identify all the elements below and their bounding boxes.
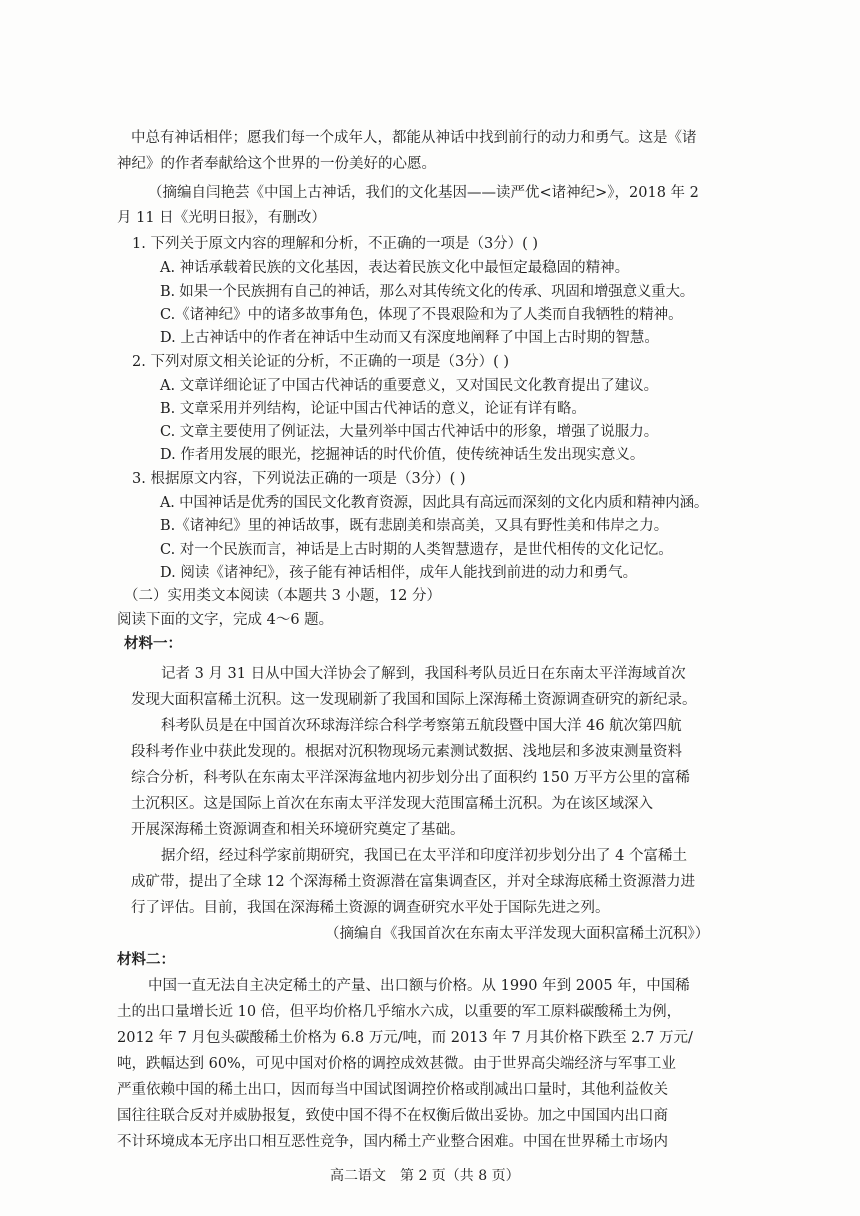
material-2-line: 不计环境成本无序出口相互恶性竞争，国内稀土产业整合困难。中国在世界稀土市场内 [117, 1134, 668, 1150]
question-1-option-b: B. 如果一个民族拥有自己的神话，那么对其传统文化的传承、巩固和增强意义重大。 [160, 284, 695, 300]
intro-line-2: 神纪》的作者奉献给这个世界的一份美好的心愿。 [117, 156, 436, 172]
question-2-option-c: C. 文章主要使用了例证法，大量列举中国古代神话中的形象，增强了说服力。 [160, 424, 659, 440]
material-2-line: 2012 年 7 月包头碳酸稀土价格为 6.8 万元/吨，而 2013 年 7 月其价格下跌至 2.7 万元/ [117, 1030, 693, 1046]
question-3-stem: 3. 根据原文内容，下列说法正确的一项是（3分）( ) [132, 471, 466, 487]
section-2-heading: （二）实用类文本阅读（本题共 3 小题，12 分） [124, 588, 442, 604]
question-3-option-d: D. 阅读《诸神纪》，孩子能有神话相伴，成年人能找到前进的动力和勇气。 [160, 565, 638, 581]
question-3-option-a: A. 中国神话是优秀的国民文化教育资源，因此具有高远而深刻的文化内质和精神内涵。 [160, 495, 709, 511]
material-1-line: 行了评估。目前，我国在深海稀土资源的调查研究水平处于国际先进之列。 [131, 900, 610, 916]
material-2-line: 吨，跌幅达到 60%，可见中国对价格的调控成效甚微。由于世界高尖端经济与军事工业 [117, 1056, 676, 1072]
question-1-option-c: C.《诸神纪》中的诸多故事角色，体现了不畏艰险和为了人类而自我牺牲的精神。 [160, 307, 683, 323]
material-1-line: 段科考作业中获此发现的。根据对沉积物现场元素测试数据、浅地层和多波束测量资料 [131, 744, 682, 760]
question-3-option-c: C. 对一个民族而言，神话是上古时期的人类智慧遗存，是世代相传的文化记忆。 [160, 542, 673, 558]
question-2-stem: 2. 下列对原文相关论证的分析，不正确的一项是（3分）( ) [132, 354, 510, 370]
page-footer: 高二语文 第 2 页（共 8 页） [330, 1168, 520, 1184]
question-1-option-a: A. 神话承载着民族的文化基因，表达着民族文化中最恒定最稳固的精神。 [160, 260, 630, 276]
section-2-instruction: 阅读下面的文字，完成 4～6 题。 [117, 612, 334, 628]
material-1-line: 开展深海稀土资源调查和相关环境研究奠定了基础。 [131, 822, 465, 838]
question-1-stem: 1. 下列关于原文内容的理解和分析，不正确的一项是（3分）( ) [132, 236, 539, 252]
question-2-option-a: A. 文章详细论证了中国古代神话的重要意义，又对国民文化教育提出了建议。 [160, 378, 659, 394]
material-1-source: （摘编自《我国首次在东南太平洋发现大面积富稀土沉积》） [325, 926, 710, 942]
material-1-label: 材料一： [124, 635, 182, 652]
material-1-line: 土沉积区。这是国际上首次在东南太平洋发现大范围富稀土沉积。为在该区域深入 [131, 796, 653, 812]
source-citation-2: 月 11 日《光明日报》，有删改） [117, 210, 326, 226]
material-2-line: 严重依赖中国的稀土出口，因而每当中国试图调控价格或削减出口量时，其他利益攸关 [117, 1082, 668, 1098]
material-1-line: 记者 3 月 31 日从中国大洋协会了解到，我国科考队员近日在东南太平洋海域首次 [161, 666, 686, 682]
material-2-label: 材料二： [117, 951, 175, 968]
intro-line-1: 中总有神话相伴；愿我们每一个成年人，都能从神话中找到前行的动力和勇气。这是《诸 [131, 130, 697, 146]
question-2-option-d: D. 作者用发展的眼光，挖掘神话的时代价值，使传统神话生发出现实意义。 [160, 447, 645, 463]
material-1-line: 发现大面积富稀土沉积。这一发现刷新了我国和国际上深海稀土资源调查研究的新纪录。 [131, 692, 697, 708]
material-1-line: 据介绍，经过科学家前期研究，我国已在太平洋和印度洋初步划分出了 4 个富稀土 [161, 848, 687, 864]
source-citation-1: （摘编自闫艳芸《中国上古神话，我们的文化基因——读严优<诸神纪>》，2018 年 2 [148, 185, 699, 201]
material-2-line: 中国一直无法自主决定稀土的产量、出口额与价格。从 1990 年到 2005 年，中国稀 [148, 978, 690, 994]
material-1-line: 综合分析，科考队在东南太平洋深海盆地内初步划分出了面积约 150 万平方公里的富稀 [131, 770, 690, 786]
question-2-option-b: B. 文章采用并列结构，论证中国古代神话的意义，论证有详有略。 [160, 401, 586, 417]
material-2-line: 国往往联合反对并威胁报复，致使中国不得不在权衡后做出妥协。加之中国国内出口商 [117, 1108, 668, 1124]
question-1-option-d: D. 上古神话中的作者在神话中生动而又有深度地阐释了中国上古时期的智慧。 [160, 330, 659, 346]
material-1-line: 科考队员是在中国首次环球海洋综合科学考察第五航段暨中国大洋 46 航次第四航 [161, 718, 682, 734]
material-1-line: 成矿带，提出了全球 12 个深海稀土资源潜在富集调查区，并对全球海底稀土资源潜力进 [131, 874, 696, 890]
question-3-option-b: B.《诸神纪》里的神话故事，既有悲剧美和崇高美，又具有野性美和伟岸之力。 [160, 518, 669, 534]
material-2-line: 土的出口量增长近 10 倍，但平均价格几乎缩水六成，以重要的军工原料碳酸稀土为例， [117, 1004, 682, 1020]
